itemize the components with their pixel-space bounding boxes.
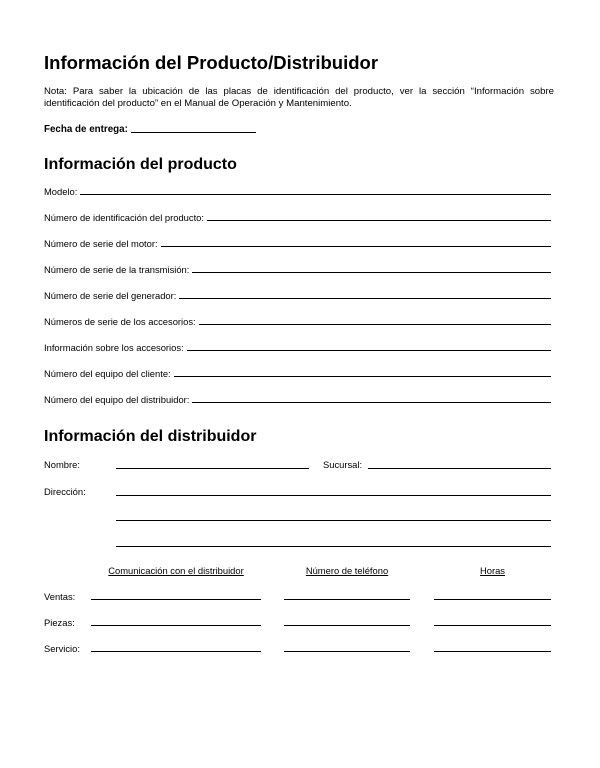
parts-hours-blank: [434, 625, 551, 626]
field-label: Modelo:: [44, 186, 78, 197]
service-hours-blank: [434, 651, 551, 652]
delivery-date-field: [44, 124, 256, 135]
field-label: Número de serie del motor:: [44, 238, 158, 249]
page-title: Información del Producto/Distribuidor: [44, 52, 379, 73]
field-label: Número de identificación del producto:: [44, 212, 204, 223]
sales-hours-blank: [434, 599, 551, 600]
field-blank: [192, 272, 551, 273]
field-dealer-equipment: [44, 394, 551, 405]
field-label: Número de serie del generador:: [44, 290, 177, 301]
row-label-service: Servicio:: [44, 643, 80, 654]
address-blank-3: [116, 546, 551, 547]
field-blank: [199, 324, 551, 325]
field-blank: [179, 298, 551, 299]
field-engine-serial: [44, 238, 551, 249]
field-blank: [207, 220, 551, 221]
column-header-phone: Número de teléfono: [305, 565, 389, 576]
field-product-id: [44, 212, 551, 223]
address-blank-1: [116, 495, 551, 496]
field-label: Información sobre los accesorios:: [44, 342, 184, 353]
name-label: Nombre:: [44, 459, 80, 470]
name-blank: [116, 468, 309, 469]
field-label: Número de serie de la transmisión:: [44, 264, 190, 275]
field-label: Números de serie de los accesorios:: [44, 316, 196, 327]
field-modelo: [44, 186, 551, 197]
field-blank: [174, 376, 551, 377]
address-label: Dirección:: [44, 486, 86, 497]
field-label: Número del equipo del distribuidor:: [44, 394, 190, 405]
delivery-date-blank: [131, 132, 256, 133]
product-section-heading: Información del producto: [44, 156, 237, 173]
dealer-section-heading: Información del distribuidor: [44, 428, 257, 445]
field-customer-equipment: [44, 368, 551, 379]
field-generator-serial: [44, 290, 551, 301]
service-phone-blank: [284, 651, 410, 652]
parts-phone-blank: [284, 625, 410, 626]
sales-contact-blank: [91, 599, 261, 600]
field-transmission-serial: [44, 264, 551, 275]
field-blank: [187, 350, 551, 351]
service-contact-blank: [91, 651, 261, 652]
row-label-sales: Ventas:: [44, 591, 76, 602]
address-blank-2: [116, 520, 551, 521]
column-header-contact: Comunicación con el distribuidor: [108, 565, 244, 576]
row-label-parts: Piezas:: [44, 617, 75, 628]
field-accessory-info: [44, 342, 551, 353]
identification-note: Nota: Para saber la ubicación de las placas de identificación del producto, ver la sección “Información sobre identificación del producto” en el Manual de Operación y Mantenimiento.: [44, 86, 554, 109]
parts-contact-blank: [91, 625, 261, 626]
column-header-hours: Horas: [479, 565, 505, 576]
field-label: Número del equipo del cliente:: [44, 368, 171, 379]
delivery-date-label: Fecha de entrega:: [44, 124, 128, 135]
field-accessory-serials: [44, 316, 551, 327]
branch-label: Sucursal:: [323, 459, 363, 470]
field-blank: [80, 194, 551, 195]
sales-phone-blank: [284, 599, 410, 600]
field-blank: [161, 246, 551, 247]
field-blank: [192, 402, 551, 403]
branch-blank: [368, 468, 551, 469]
